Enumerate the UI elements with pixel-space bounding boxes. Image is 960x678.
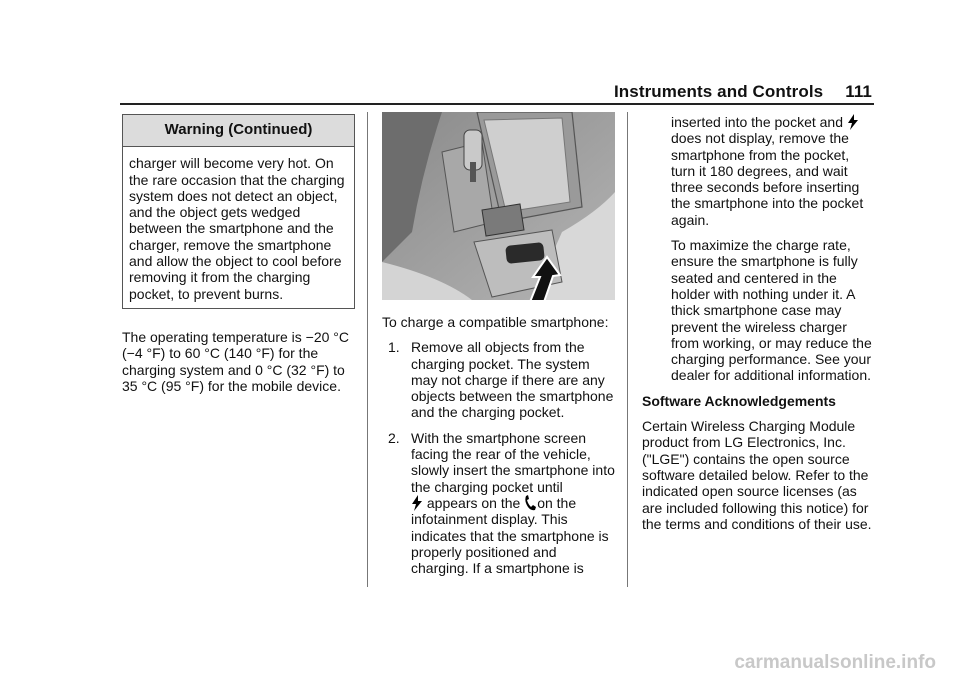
column-divider [627, 112, 628, 587]
step-continuation [642, 114, 874, 228]
step-text: on the infotainment display. This indicates that the smartphone is properly positioned and charging. If a smartphone is [411, 494, 609, 577]
charging-intro: To charge a compatible smartphone: [382, 314, 609, 330]
software-acknowledgements-text: Certain Wireless Charging Module product from LG Electronics, Inc. ("LGE") contains the open source software detailed below. Refer to the indicated open source licenses (as are included following this notice) for the terms and conditions of their use. [642, 418, 872, 532]
charging-steps [382, 339, 615, 576]
lightning-bolt-icon [411, 495, 423, 511]
header-rule [120, 103, 874, 105]
step-text: inserted into the pocket and [671, 114, 847, 130]
step-text: does not display, remove the smartphone from the pocket, turn it 180 degrees, and wait three seconds before inserting the smartphone into the pocket again. [671, 130, 864, 228]
page-header [602, 82, 872, 102]
list-item [382, 339, 615, 420]
warning-title: Warning (Continued) [123, 115, 354, 147]
step-text: Remove all objects from the charging pocket. The system may not charge if there are any objects between the smartphone and the charging pocket. [411, 339, 614, 421]
operating-temperature-text: The operating temperature is −20 °C (−4 °F) to 60 °C (140 °F) for the charging system and 0 °C (32 °F) to 35 °C (95 °F) for the mobile device. [122, 328, 350, 394]
watermark: carmanualsonline.info [734, 652, 936, 673]
warning-body: charger will become very hot. On the rare occasion that the charging system does not detect an object, and the object gets wedged between the smartphone and the charger, remove the smartphone and allow the object to cool before removing it from the charging pocket, to prevent burns. [129, 155, 345, 302]
step-text: appears on the [423, 494, 525, 511]
column-1 [122, 114, 355, 394]
section-title: Instruments and Controls [613, 82, 824, 101]
column-divider [367, 112, 368, 587]
column-3 [642, 114, 874, 532]
lightning-bolt-icon [847, 114, 859, 130]
wireless-charging-pocket-illustration [382, 112, 615, 300]
step-number: 2. [388, 429, 400, 446]
charge-rate-note: To maximize the charge rate, ensure the smartphone is fully seated and centered in the holder with nothing under it. A thick smartphone case may prevent the wireless charger from working, or may reduce the charging performance. See your dealer for additional information. [671, 237, 872, 384]
warning-box [122, 114, 355, 309]
software-acknowledgements-heading: Software Acknowledgements [642, 392, 836, 409]
step-number: 1. [388, 339, 400, 356]
list-item [382, 430, 615, 577]
step-text: With the smartphone screen facing the rear of the vehicle, slowly insert the smartphone into the charging pocket until [411, 429, 615, 495]
column-2 [382, 112, 615, 585]
phone-handset-icon [524, 495, 537, 511]
page-number: 111 [845, 82, 872, 101]
